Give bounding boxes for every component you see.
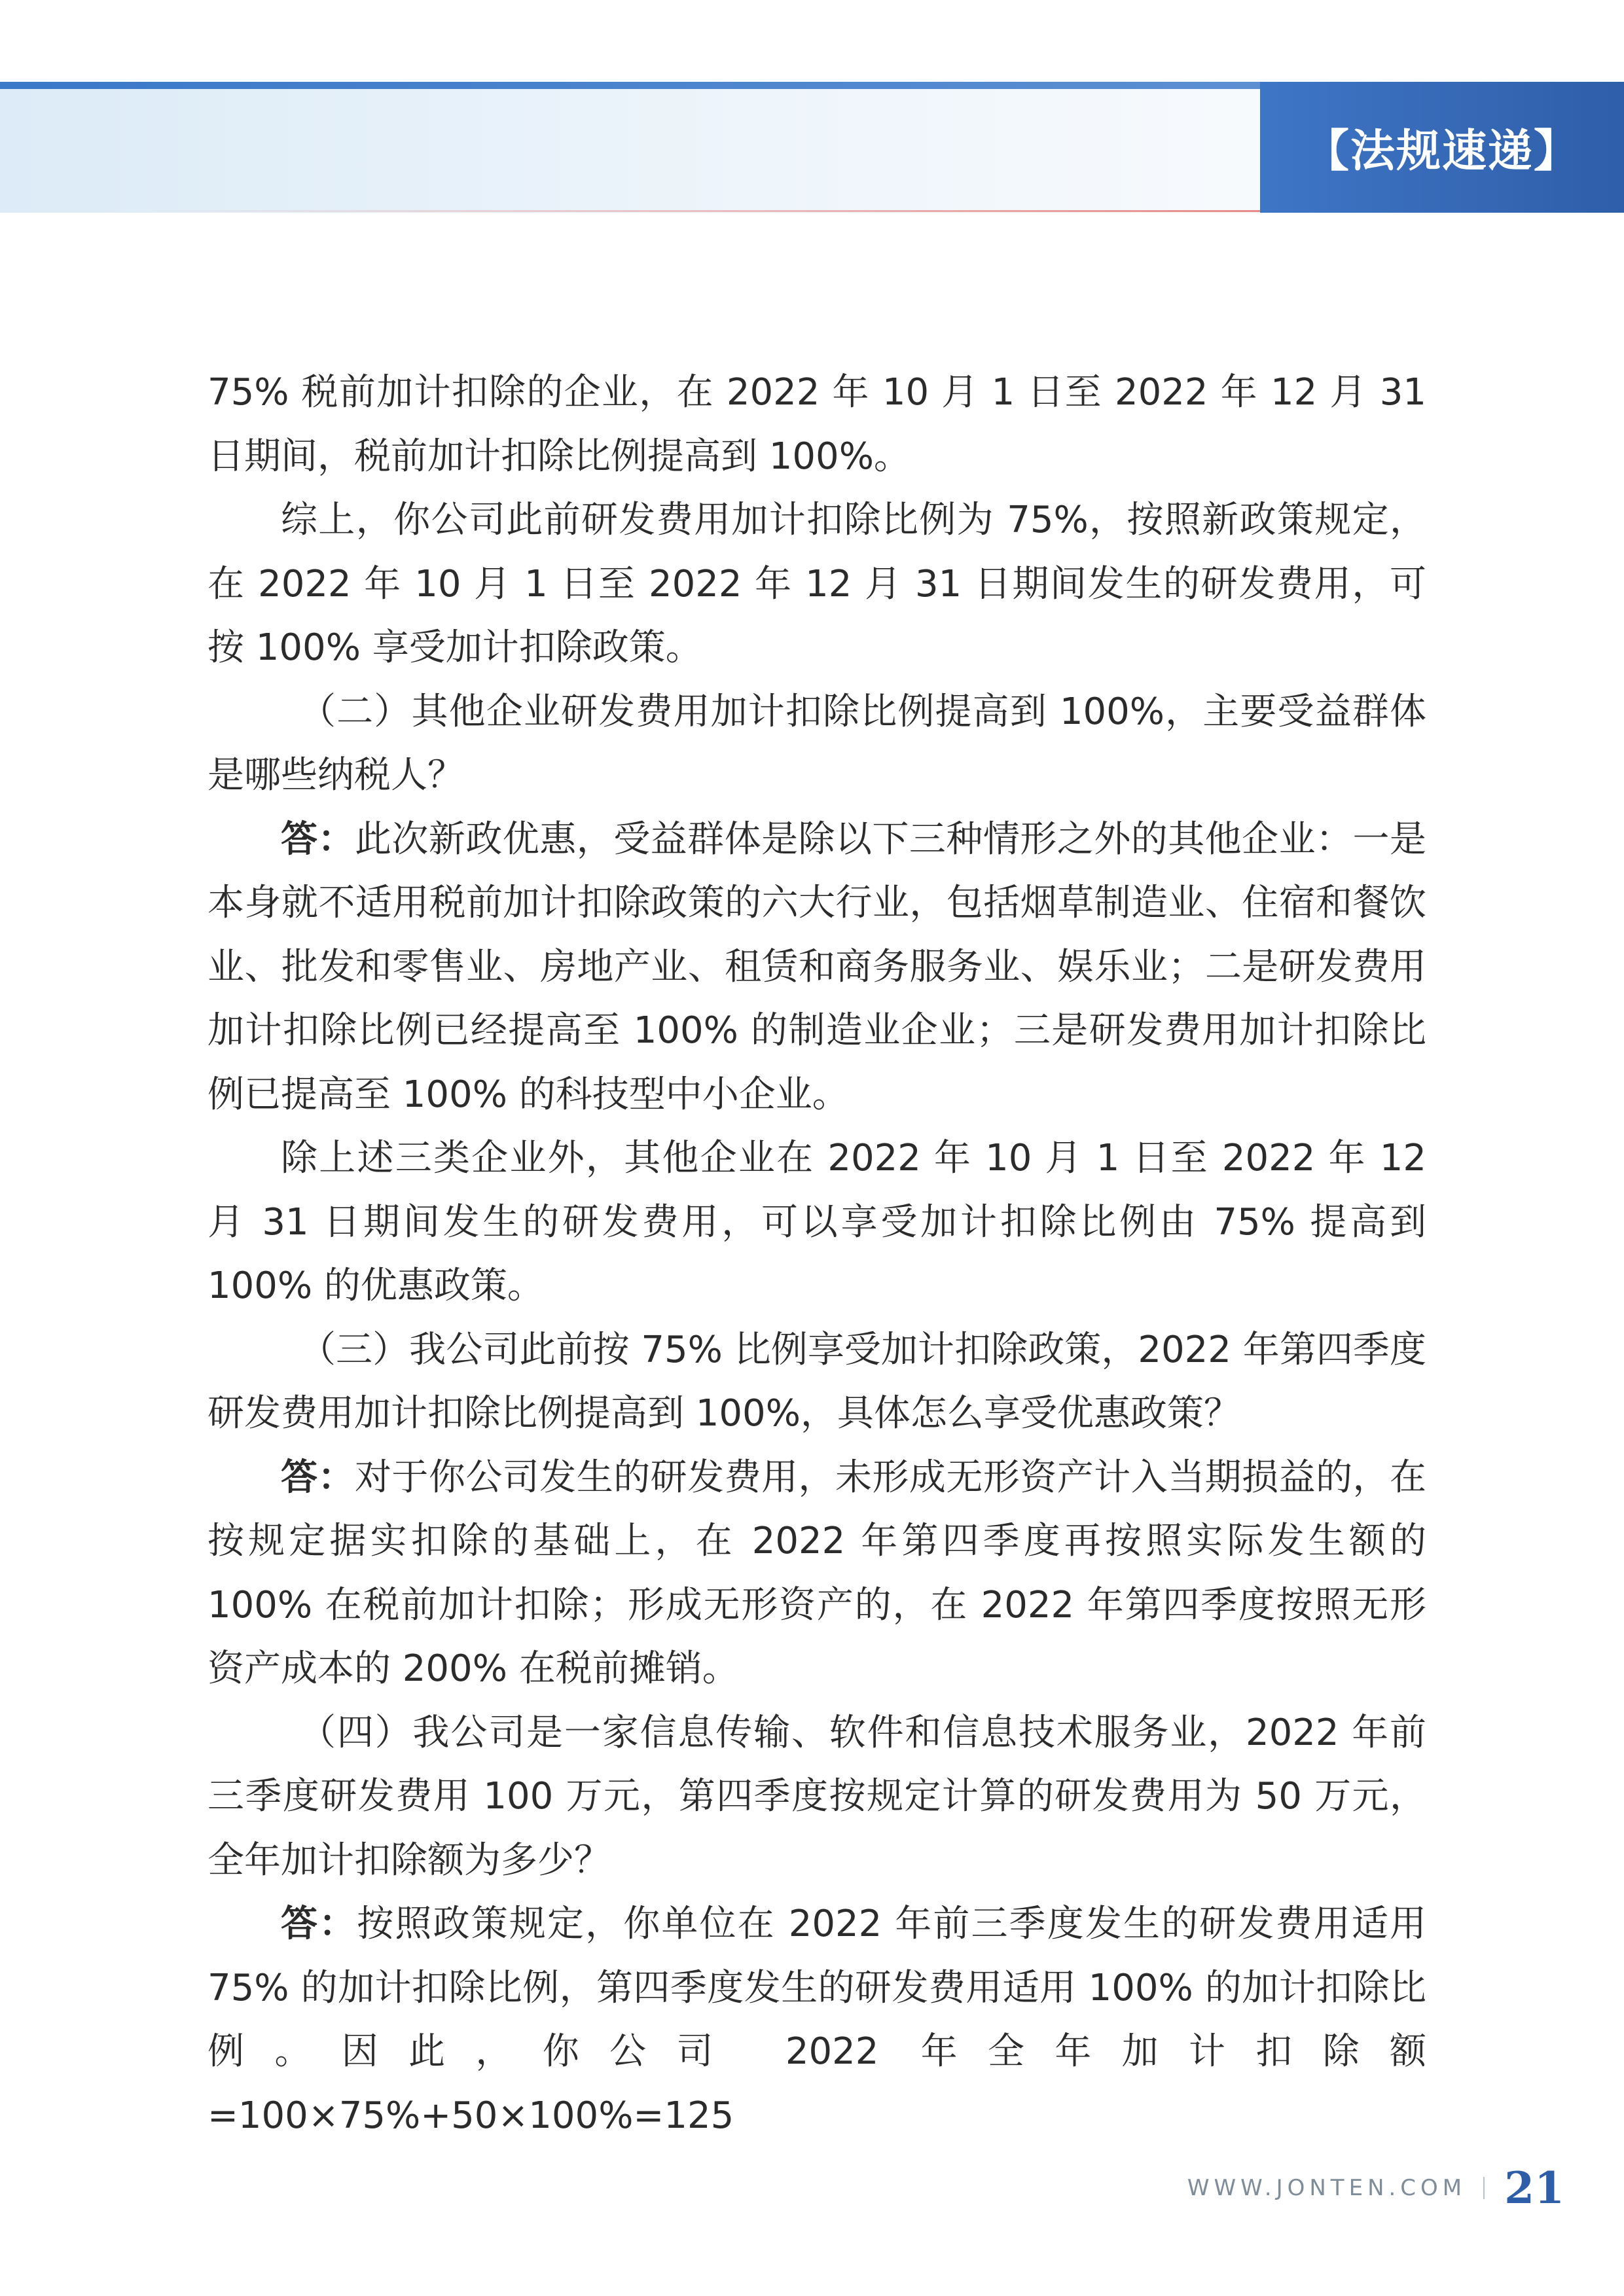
answer-4 [208, 1892, 1426, 2147]
answer-label: 答： [281, 1456, 355, 1499]
answer-3 [208, 1446, 1426, 1701]
footer-url: WWW.JONTEN.COM [1187, 2175, 1467, 2201]
paragraph-summary: 综上，你公司此前研发费用加计扣除比例为 75%，按照新政策规定，在 2022 年 10 月 1 日至 2022 年 12 月 31 日期间发生的研发费用，可按 100% 享受加计扣除政策。 [208, 499, 1426, 669]
header-band [0, 82, 1260, 213]
header-bottom-rule [131, 210, 1260, 212]
paragraph-other-enterprises: 除上述三类企业外，其他企业在 2022 年 10 月 1 日至 2022 年 12 月 31 日期间发生的研发费用，可以享受加计扣除比例由 75% 提高到 100% 的优惠政策。 [208, 1137, 1426, 1307]
question-3: （三）我公司此前按 75% 比例享受加计扣除政策，2022 年第四季度研发费用加计扣除比例提高到 100%，具体怎么享受优惠政策？ [208, 1328, 1426, 1435]
page-number: 21 [1504, 2162, 1564, 2214]
paragraph-continuation: 75% 税前加计扣除的企业，在 2022 年 10 月 1 日至 2022 年 12 月 31 日期间，税前加计扣除比例提高到 100%。 [208, 371, 1426, 478]
answer-3-text: 对于你公司发生的研发费用，未形成无形资产计入当期损益的，在按规定据实扣除的基础上，在 2022 年第四季度再按照实际发生额的 100% 在税前加计扣除；形成无形资产的，在 2022 年第四季度按照无形资产成本的 200% 在税前摊销。 [208, 1456, 1427, 1690]
page-footer [1113, 2162, 1564, 2214]
answer-label: 答： [281, 817, 355, 861]
answer-4-text: 按照政策规定，你单位在 2022 年前三季度发生的研发费用适用 75% 的加计扣除比例，第四季度发生的研发费用适用 100% 的加计扣除比例。因此，你公司 2022 年全年加计扣除额 =100×75%+50×100%=125 [208, 1903, 1426, 2137]
question-2: （二）其他企业研发费用加计扣除比例提高到 100%，主要受益群体是哪些纳税人？ [208, 690, 1426, 797]
answer-label: 答： [281, 1903, 357, 1945]
footer-divider [1483, 2177, 1485, 2199]
question-4: （四）我公司是一家信息传输、软件和信息技术服务业，2022 年前三季度研发费用 100 万元，第四季度按规定计算的研发费用为 50 万元，全年加计扣除额为多少？ [208, 1711, 1426, 1882]
section-tag: 【法规速递】 [1260, 82, 1624, 213]
header-top-rule [0, 82, 1260, 89]
article-body [208, 361, 1426, 2147]
answer-2 [208, 808, 1426, 1127]
answer-2-text: 此次新政优惠，受益群体是除以下三种情形之外的其他企业：一是本身就不适用税前加计扣除政策的六大行业，包括烟草制造业、住宿和餐饮业、批发和零售业、房地产业、租赁和商务服务业、娱乐业；二是研发费用加计扣除比例已经提高至 100% 的制造业企业；三是研发费用加计扣除比例已提高至 100% 的科技型中小企业。 [208, 817, 1427, 1116]
